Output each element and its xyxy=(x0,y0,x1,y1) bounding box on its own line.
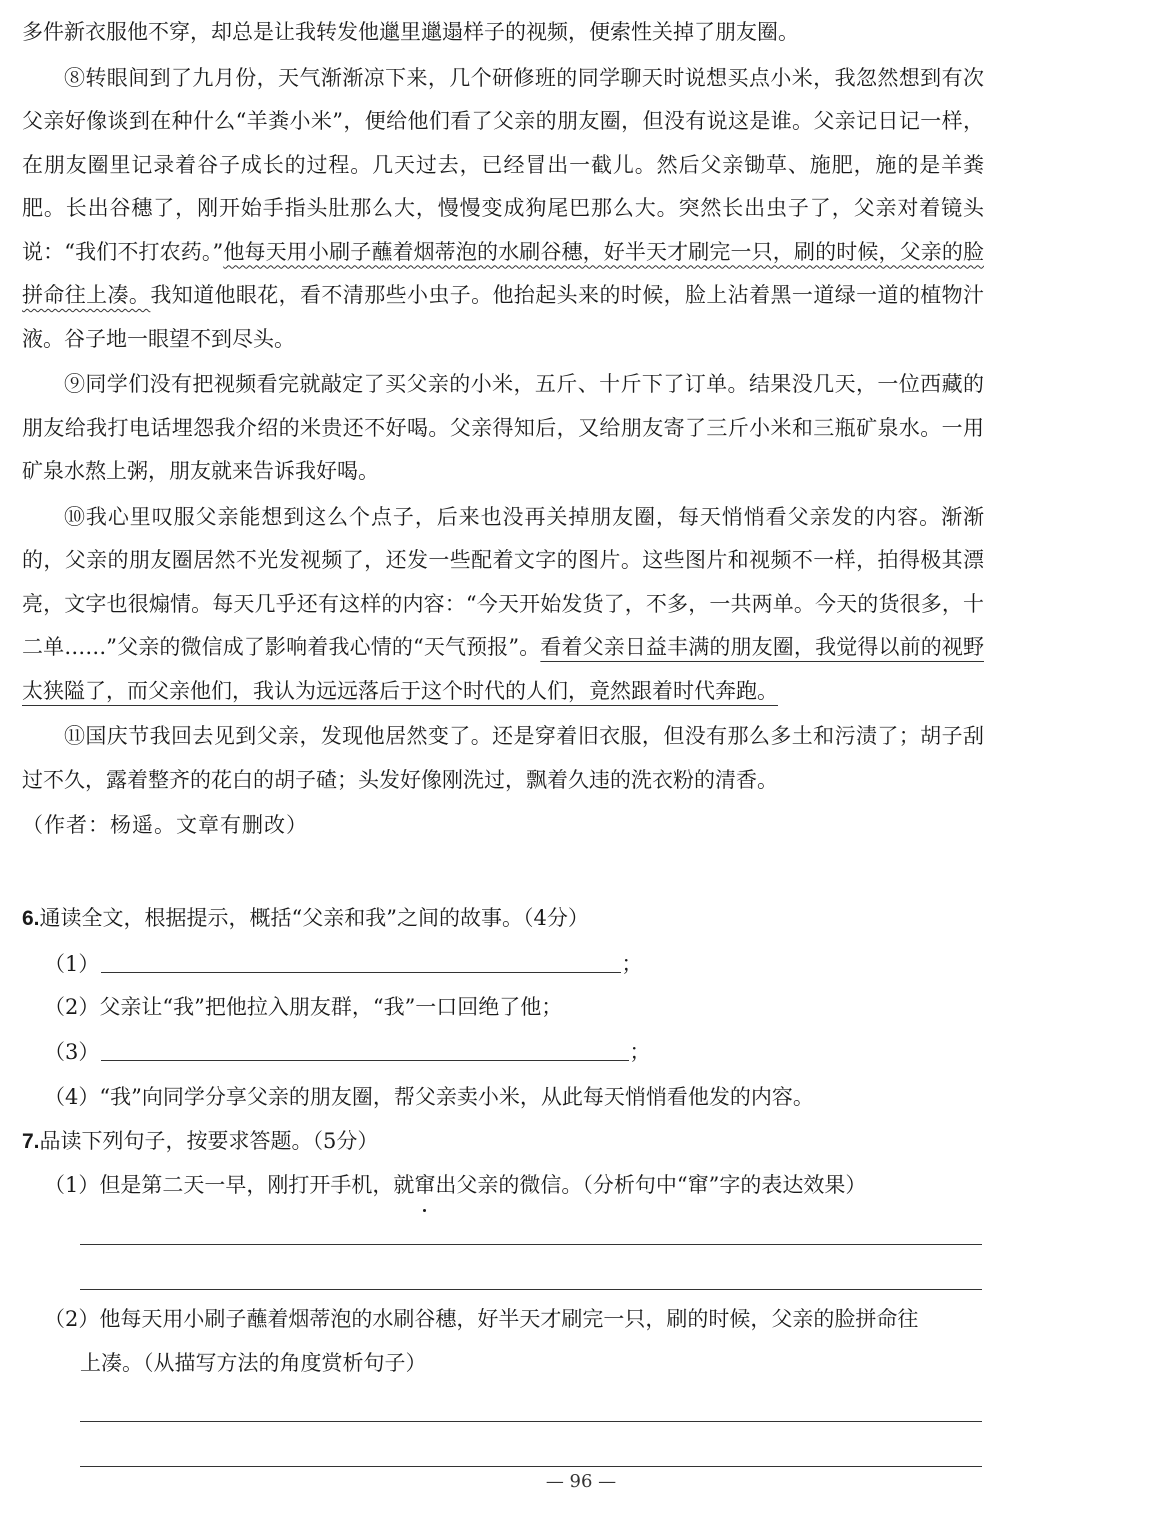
question-6-item-3 xyxy=(44,1031,650,1075)
semicolon: ； xyxy=(629,1040,651,1064)
sub-1-text-end: 出父亲的微信。（分析句中“窜”字的表达效果） xyxy=(435,1173,867,1197)
sub-1-text: （1）但是第二天一早，刚打开手机，就 xyxy=(44,1173,415,1197)
question-6-number: 6. xyxy=(22,907,40,930)
answer-blank-3[interactable] xyxy=(101,1036,629,1061)
paragraph-11: ⑪国庆节我回去见到父亲，发现他居然变了。还是穿着旧衣服，但没有那么多土和污渍了；胡子刮过不久，露着整齐的花白的胡子碴；头发好像刚洗过，飘着久违的洗衣粉的清香。 xyxy=(22,724,984,792)
page-number: — 96 — xyxy=(545,1471,617,1492)
underlined-sentence: 看着父亲日益丰满的朋友圈，我觉得以前的视野太狭隘了，而父亲他们，我认为远远落后于这个时代的人们，竟然跟着时代奔跑。 xyxy=(22,635,984,703)
reading-passage xyxy=(22,11,984,850)
answer-line[interactable] xyxy=(80,1244,982,1245)
paragraph-10-text: ⑩我心里叹服父亲能想到这么个点子，后来也没再关掉朋友圈，每天悄悄看父亲发的内容。渐渐的，父亲的朋友圈居然不光发视频了，还发一些配着文字的图片。这些图片和视频不一样，拍得极其漂亮，文字也很煽情。每天几乎还有这样的内容：“今天开始发货了，不多，一共两单。今天的货很多，十二单……”父亲的微信成了影响着我心情的“天气预报”。 xyxy=(22,504,984,659)
question-7-title xyxy=(22,1120,378,1164)
answer-blank-1[interactable] xyxy=(101,948,621,973)
paragraph-10 xyxy=(22,496,984,714)
paragraph-8-text-end: 我知道他眼花，看不清那些小虫子。他抬起头来的时候，脸上沾着黑一道绿一道的植物汁液。谷子地一眼望不到尽头。 xyxy=(22,283,985,351)
question-7-sub-2-line-2: 上凑。（从描写方法的角度赏析句子） xyxy=(80,1351,427,1375)
paragraph-8-text: ⑧转眼间到了九月份，天气渐渐凉下来，几个研修班的同学聊天时说想买点小米，我忽然想到有次父亲好像谈到在种什么“羊粪小米”，便给他们看了父亲的朋友圈，但没有说这是谁。父亲记日记一样，在朋友圈里记录着谷子成长的过程。几天过去，已经冒出一截儿。然后父亲锄草、施肥，施的是羊粪肥。长出谷穗了，刚开始手指头肚那么大，慢慢变成狗尾巴那么大。突然长出虫子了，父亲对着镜头说：“我们不打农药。” xyxy=(22,65,984,264)
question-6-text: 通读全文，根据提示，概括“父亲和我”之间的故事。（4分） xyxy=(39,906,589,930)
question-7-sub-1 xyxy=(44,1164,866,1208)
author-source: （作者：杨遥。文章有删改） xyxy=(22,813,308,837)
question-6-item-1 xyxy=(44,943,642,987)
question-6-item-2: （2）父亲让“我”把他拉入朋友群，“我”一口回绝了他； xyxy=(44,995,563,1019)
question-6-item-4: （4）“我”向同学分享父亲的朋友圈，帮父亲卖小米，从此每天悄悄看他发的内容。 xyxy=(44,1085,814,1109)
question-7-number: 7. xyxy=(22,1130,40,1153)
item-3-label: （3） xyxy=(44,1040,100,1064)
answer-line[interactable] xyxy=(80,1289,982,1290)
question-7-sub-2-line-1: （2）他每天用小刷子蘸着烟蒂泡的水刷谷穗，好半天才刷完一只，刷的时候，父亲的脸拼命往 xyxy=(44,1307,919,1331)
emphasized-character: 窜 xyxy=(414,1164,435,1208)
wavy-underlined-sentence: 他每天用小刷子蘸着烟蒂泡的水刷谷穗，好半天才刷完一只，刷的时候，父亲的脸拼命往上凑。 xyxy=(22,239,984,307)
semicolon: ； xyxy=(621,952,643,976)
answer-line[interactable] xyxy=(80,1421,982,1422)
paragraph-9: ⑨同学们没有把视频看完就敲定了买父亲的小米，五斤、十斤下了订单。结果没几天，一位西藏的朋友给我打电话埋怨我介绍的米贵还不好喝。父亲得知后，又给朋友寄了三斤小米和三瓶矿泉水。一用矿泉水熬上粥，朋友就来告诉我好喝。 xyxy=(22,372,984,483)
item-1-label: （1） xyxy=(44,952,100,976)
answer-line[interactable] xyxy=(80,1466,982,1467)
paragraph-8 xyxy=(22,57,984,362)
paragraph-continued: 多件新衣服他不穿，却总是让我转发他邋里邋遢样子的视频，便索性关掉了朋友圈。 xyxy=(22,20,799,44)
question-7-text: 品读下列句子，按要求答题。（5分） xyxy=(39,1129,379,1153)
question-6-title xyxy=(22,897,589,941)
